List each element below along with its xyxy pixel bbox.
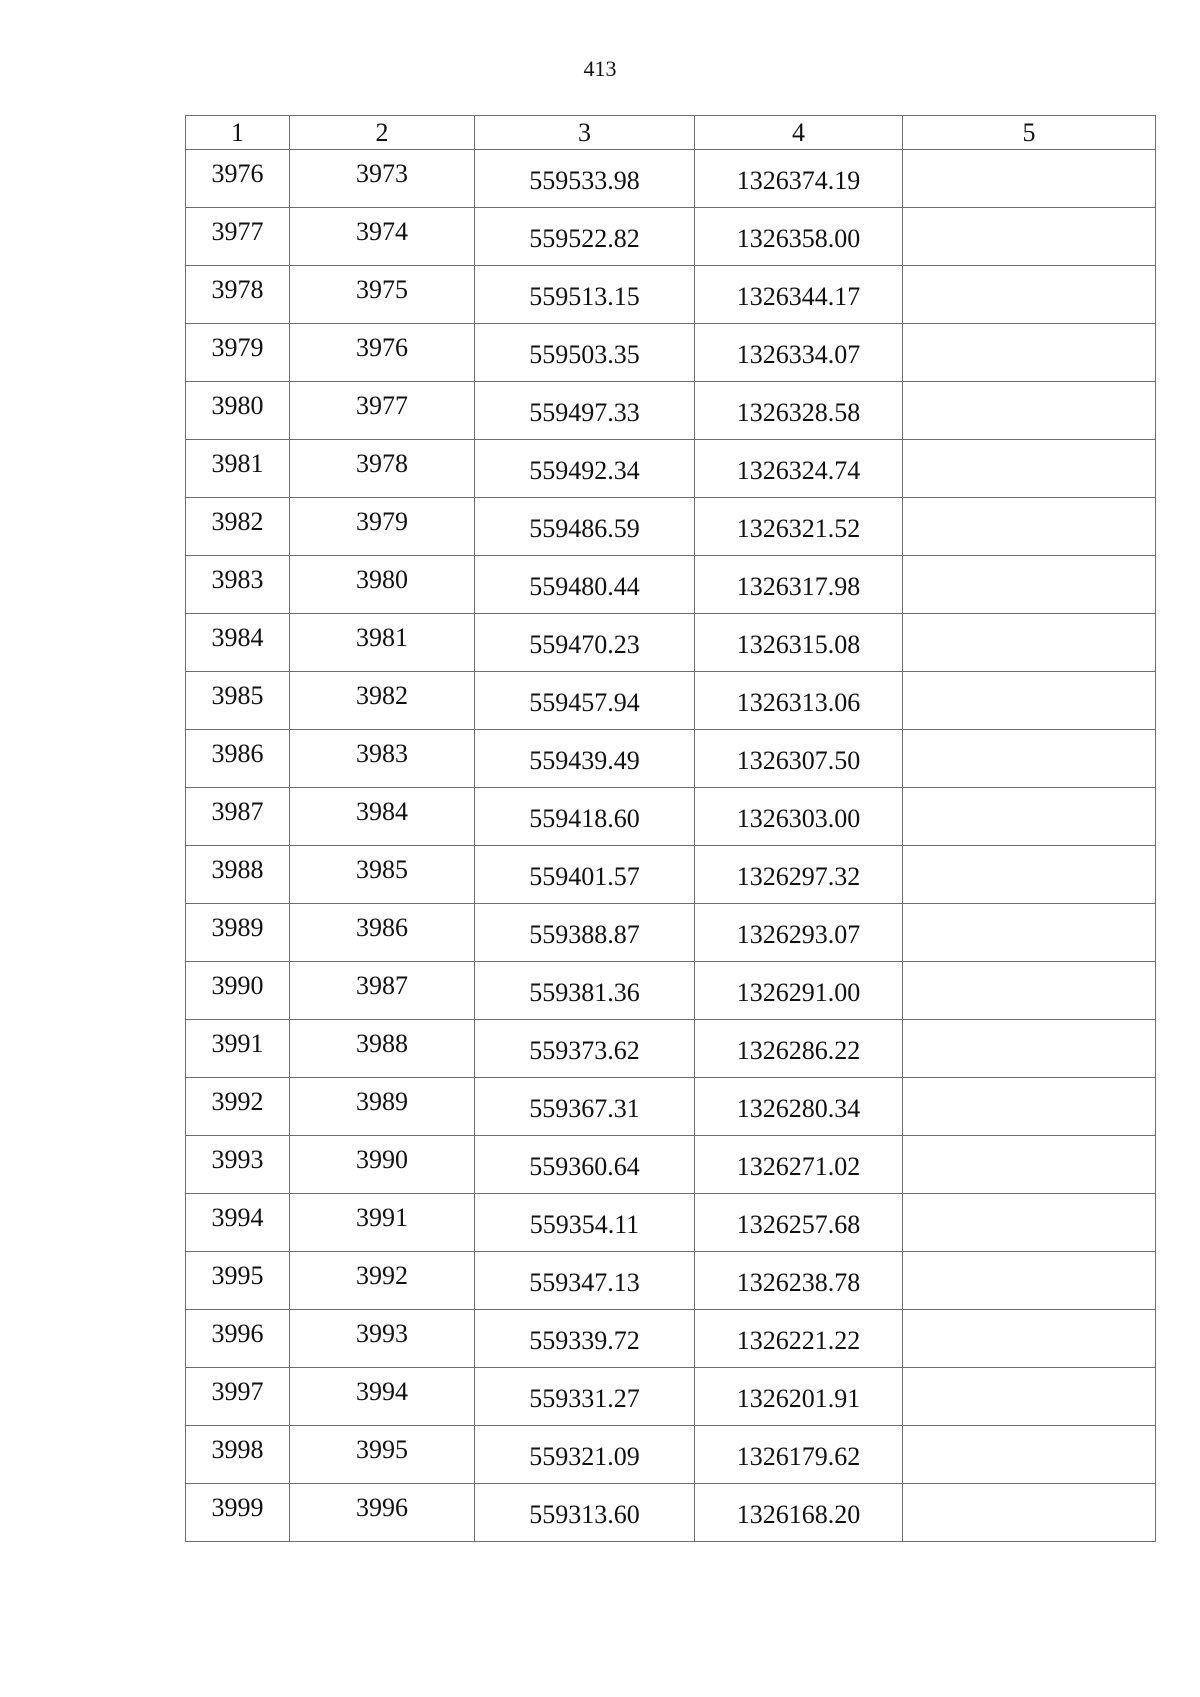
page-number: 413	[583, 56, 617, 81]
table-cell	[903, 556, 1156, 614]
column-header: 1	[186, 116, 290, 150]
table-cell: 3993	[186, 1136, 290, 1194]
table-cell	[903, 1020, 1156, 1078]
table-cell	[903, 614, 1156, 672]
table-row	[186, 788, 1156, 846]
table-cell: 559470.23	[475, 614, 695, 672]
table-row	[186, 1368, 1156, 1426]
table-row	[186, 846, 1156, 904]
table-cell: 1326291.00	[695, 962, 903, 1020]
table-cell: 1326179.62	[695, 1426, 903, 1484]
table-cell	[903, 382, 1156, 440]
table-cell: 1326321.52	[695, 498, 903, 556]
table-cell: 3979	[290, 498, 475, 556]
table-cell	[903, 1368, 1156, 1426]
table-cell: 3989	[290, 1078, 475, 1136]
table-row	[186, 266, 1156, 324]
table-cell: 559347.13	[475, 1252, 695, 1310]
table-cell: 1326293.07	[695, 904, 903, 962]
table-cell: 1326315.08	[695, 614, 903, 672]
table-cell: 3984	[186, 614, 290, 672]
table-cell: 559503.35	[475, 324, 695, 382]
table-cell: 559480.44	[475, 556, 695, 614]
table-row	[186, 1020, 1156, 1078]
table-cell: 3980	[290, 556, 475, 614]
table-cell: 1326168.20	[695, 1484, 903, 1542]
table-row	[186, 1078, 1156, 1136]
table-cell: 3990	[186, 962, 290, 1020]
table-cell: 3982	[186, 498, 290, 556]
table-row	[186, 1484, 1156, 1542]
table-cell	[903, 1252, 1156, 1310]
table-cell: 3997	[186, 1368, 290, 1426]
table-cell: 1326221.22	[695, 1310, 903, 1368]
table-body	[186, 116, 1156, 1542]
table-cell: 559418.60	[475, 788, 695, 846]
table-cell	[903, 788, 1156, 846]
table-cell: 1326358.00	[695, 208, 903, 266]
table-cell: 559513.15	[475, 266, 695, 324]
table-cell	[903, 904, 1156, 962]
table-cell: 1326334.07	[695, 324, 903, 382]
table-cell: 3993	[290, 1310, 475, 1368]
table-cell: 3981	[186, 440, 290, 498]
table-cell: 3992	[186, 1078, 290, 1136]
table-cell: 3989	[186, 904, 290, 962]
table-cell: 1326238.78	[695, 1252, 903, 1310]
table-row	[186, 614, 1156, 672]
column-header: 4	[695, 116, 903, 150]
table-cell	[903, 1484, 1156, 1542]
table-cell: 1326374.19	[695, 150, 903, 208]
table-cell	[903, 324, 1156, 382]
table-cell	[903, 440, 1156, 498]
table-cell: 3998	[186, 1426, 290, 1484]
table-cell: 559497.33	[475, 382, 695, 440]
table-cell: 3977	[186, 208, 290, 266]
table-row	[186, 962, 1156, 1020]
table-cell: 1326286.22	[695, 1020, 903, 1078]
table-cell: 1326271.02	[695, 1136, 903, 1194]
table-cell: 3985	[290, 846, 475, 904]
table-row	[186, 1310, 1156, 1368]
table-cell: 3973	[290, 150, 475, 208]
table-cell: 559381.36	[475, 962, 695, 1020]
table-cell: 559533.98	[475, 150, 695, 208]
table-cell	[903, 672, 1156, 730]
table-cell	[903, 1078, 1156, 1136]
table-cell: 3999	[186, 1484, 290, 1542]
table-cell	[903, 962, 1156, 1020]
table-cell: 3982	[290, 672, 475, 730]
column-header: 3	[475, 116, 695, 150]
table-cell: 3990	[290, 1136, 475, 1194]
coordinates-table	[185, 115, 1156, 1542]
table-cell: 3977	[290, 382, 475, 440]
table-cell: 3996	[290, 1484, 475, 1542]
table-cell: 559360.64	[475, 1136, 695, 1194]
table-cell: 3981	[290, 614, 475, 672]
table-cell: 3991	[186, 1020, 290, 1078]
table-cell: 3979	[186, 324, 290, 382]
table-cell: 1326307.50	[695, 730, 903, 788]
table-cell: 1326324.74	[695, 440, 903, 498]
table-cell: 559401.57	[475, 846, 695, 904]
table-cell: 3994	[290, 1368, 475, 1426]
table-cell: 3976	[186, 150, 290, 208]
table-header-row	[186, 116, 1156, 150]
table-cell: 559486.59	[475, 498, 695, 556]
table-cell	[903, 498, 1156, 556]
table-cell: 559313.60	[475, 1484, 695, 1542]
table-cell: 3994	[186, 1194, 290, 1252]
table-row	[186, 208, 1156, 266]
table-cell: 559439.49	[475, 730, 695, 788]
table-row	[186, 1252, 1156, 1310]
table-row	[186, 904, 1156, 962]
table-cell: 559522.82	[475, 208, 695, 266]
table-cell: 3976	[290, 324, 475, 382]
table-cell: 559388.87	[475, 904, 695, 962]
table-row	[186, 1136, 1156, 1194]
table-cell: 559492.34	[475, 440, 695, 498]
table-cell: 559373.62	[475, 1020, 695, 1078]
table-cell: 3988	[290, 1020, 475, 1078]
table-cell: 559457.94	[475, 672, 695, 730]
table-cell	[903, 266, 1156, 324]
column-header: 5	[903, 116, 1156, 150]
table-cell: 3996	[186, 1310, 290, 1368]
table-row	[186, 150, 1156, 208]
table-row	[186, 440, 1156, 498]
table-cell: 3986	[290, 904, 475, 962]
table-cell: 559321.09	[475, 1426, 695, 1484]
table-cell: 3992	[290, 1252, 475, 1310]
table-cell: 559339.72	[475, 1310, 695, 1368]
table-cell: 1326297.32	[695, 846, 903, 904]
table-cell	[903, 208, 1156, 266]
table-row	[186, 324, 1156, 382]
table-cell: 1326201.91	[695, 1368, 903, 1426]
table-row	[186, 730, 1156, 788]
table-cell: 3978	[290, 440, 475, 498]
table-cell: 1326317.98	[695, 556, 903, 614]
table-cell: 3986	[186, 730, 290, 788]
table-cell	[903, 1310, 1156, 1368]
table-cell	[903, 846, 1156, 904]
table-row	[186, 382, 1156, 440]
table-cell: 1326344.17	[695, 266, 903, 324]
table-cell: 3974	[290, 208, 475, 266]
table-cell: 1326328.58	[695, 382, 903, 440]
table-row	[186, 1194, 1156, 1252]
table-cell: 3987	[290, 962, 475, 1020]
table-cell: 1326303.00	[695, 788, 903, 846]
table-cell: 3995	[290, 1426, 475, 1484]
column-header: 2	[290, 116, 475, 150]
table-cell: 3983	[290, 730, 475, 788]
table-row	[186, 498, 1156, 556]
table-cell: 3991	[290, 1194, 475, 1252]
table-cell: 3985	[186, 672, 290, 730]
table-cell: 1326313.06	[695, 672, 903, 730]
table-cell: 3984	[290, 788, 475, 846]
table-cell: 1326257.68	[695, 1194, 903, 1252]
table-cell: 3983	[186, 556, 290, 614]
table-row	[186, 556, 1156, 614]
table-cell	[903, 1194, 1156, 1252]
table-cell: 3980	[186, 382, 290, 440]
table-cell: 3988	[186, 846, 290, 904]
table-cell	[903, 1426, 1156, 1484]
table-cell: 3978	[186, 266, 290, 324]
table-cell: 1326280.34	[695, 1078, 903, 1136]
table-cell: 559354.11	[475, 1194, 695, 1252]
table-cell	[903, 150, 1156, 208]
table-row	[186, 672, 1156, 730]
table-cell: 3987	[186, 788, 290, 846]
table-cell: 3975	[290, 266, 475, 324]
table-cell	[903, 1136, 1156, 1194]
table-cell: 559367.31	[475, 1078, 695, 1136]
table-row	[186, 1426, 1156, 1484]
table-cell: 3995	[186, 1252, 290, 1310]
table-cell	[903, 730, 1156, 788]
table-cell: 559331.27	[475, 1368, 695, 1426]
